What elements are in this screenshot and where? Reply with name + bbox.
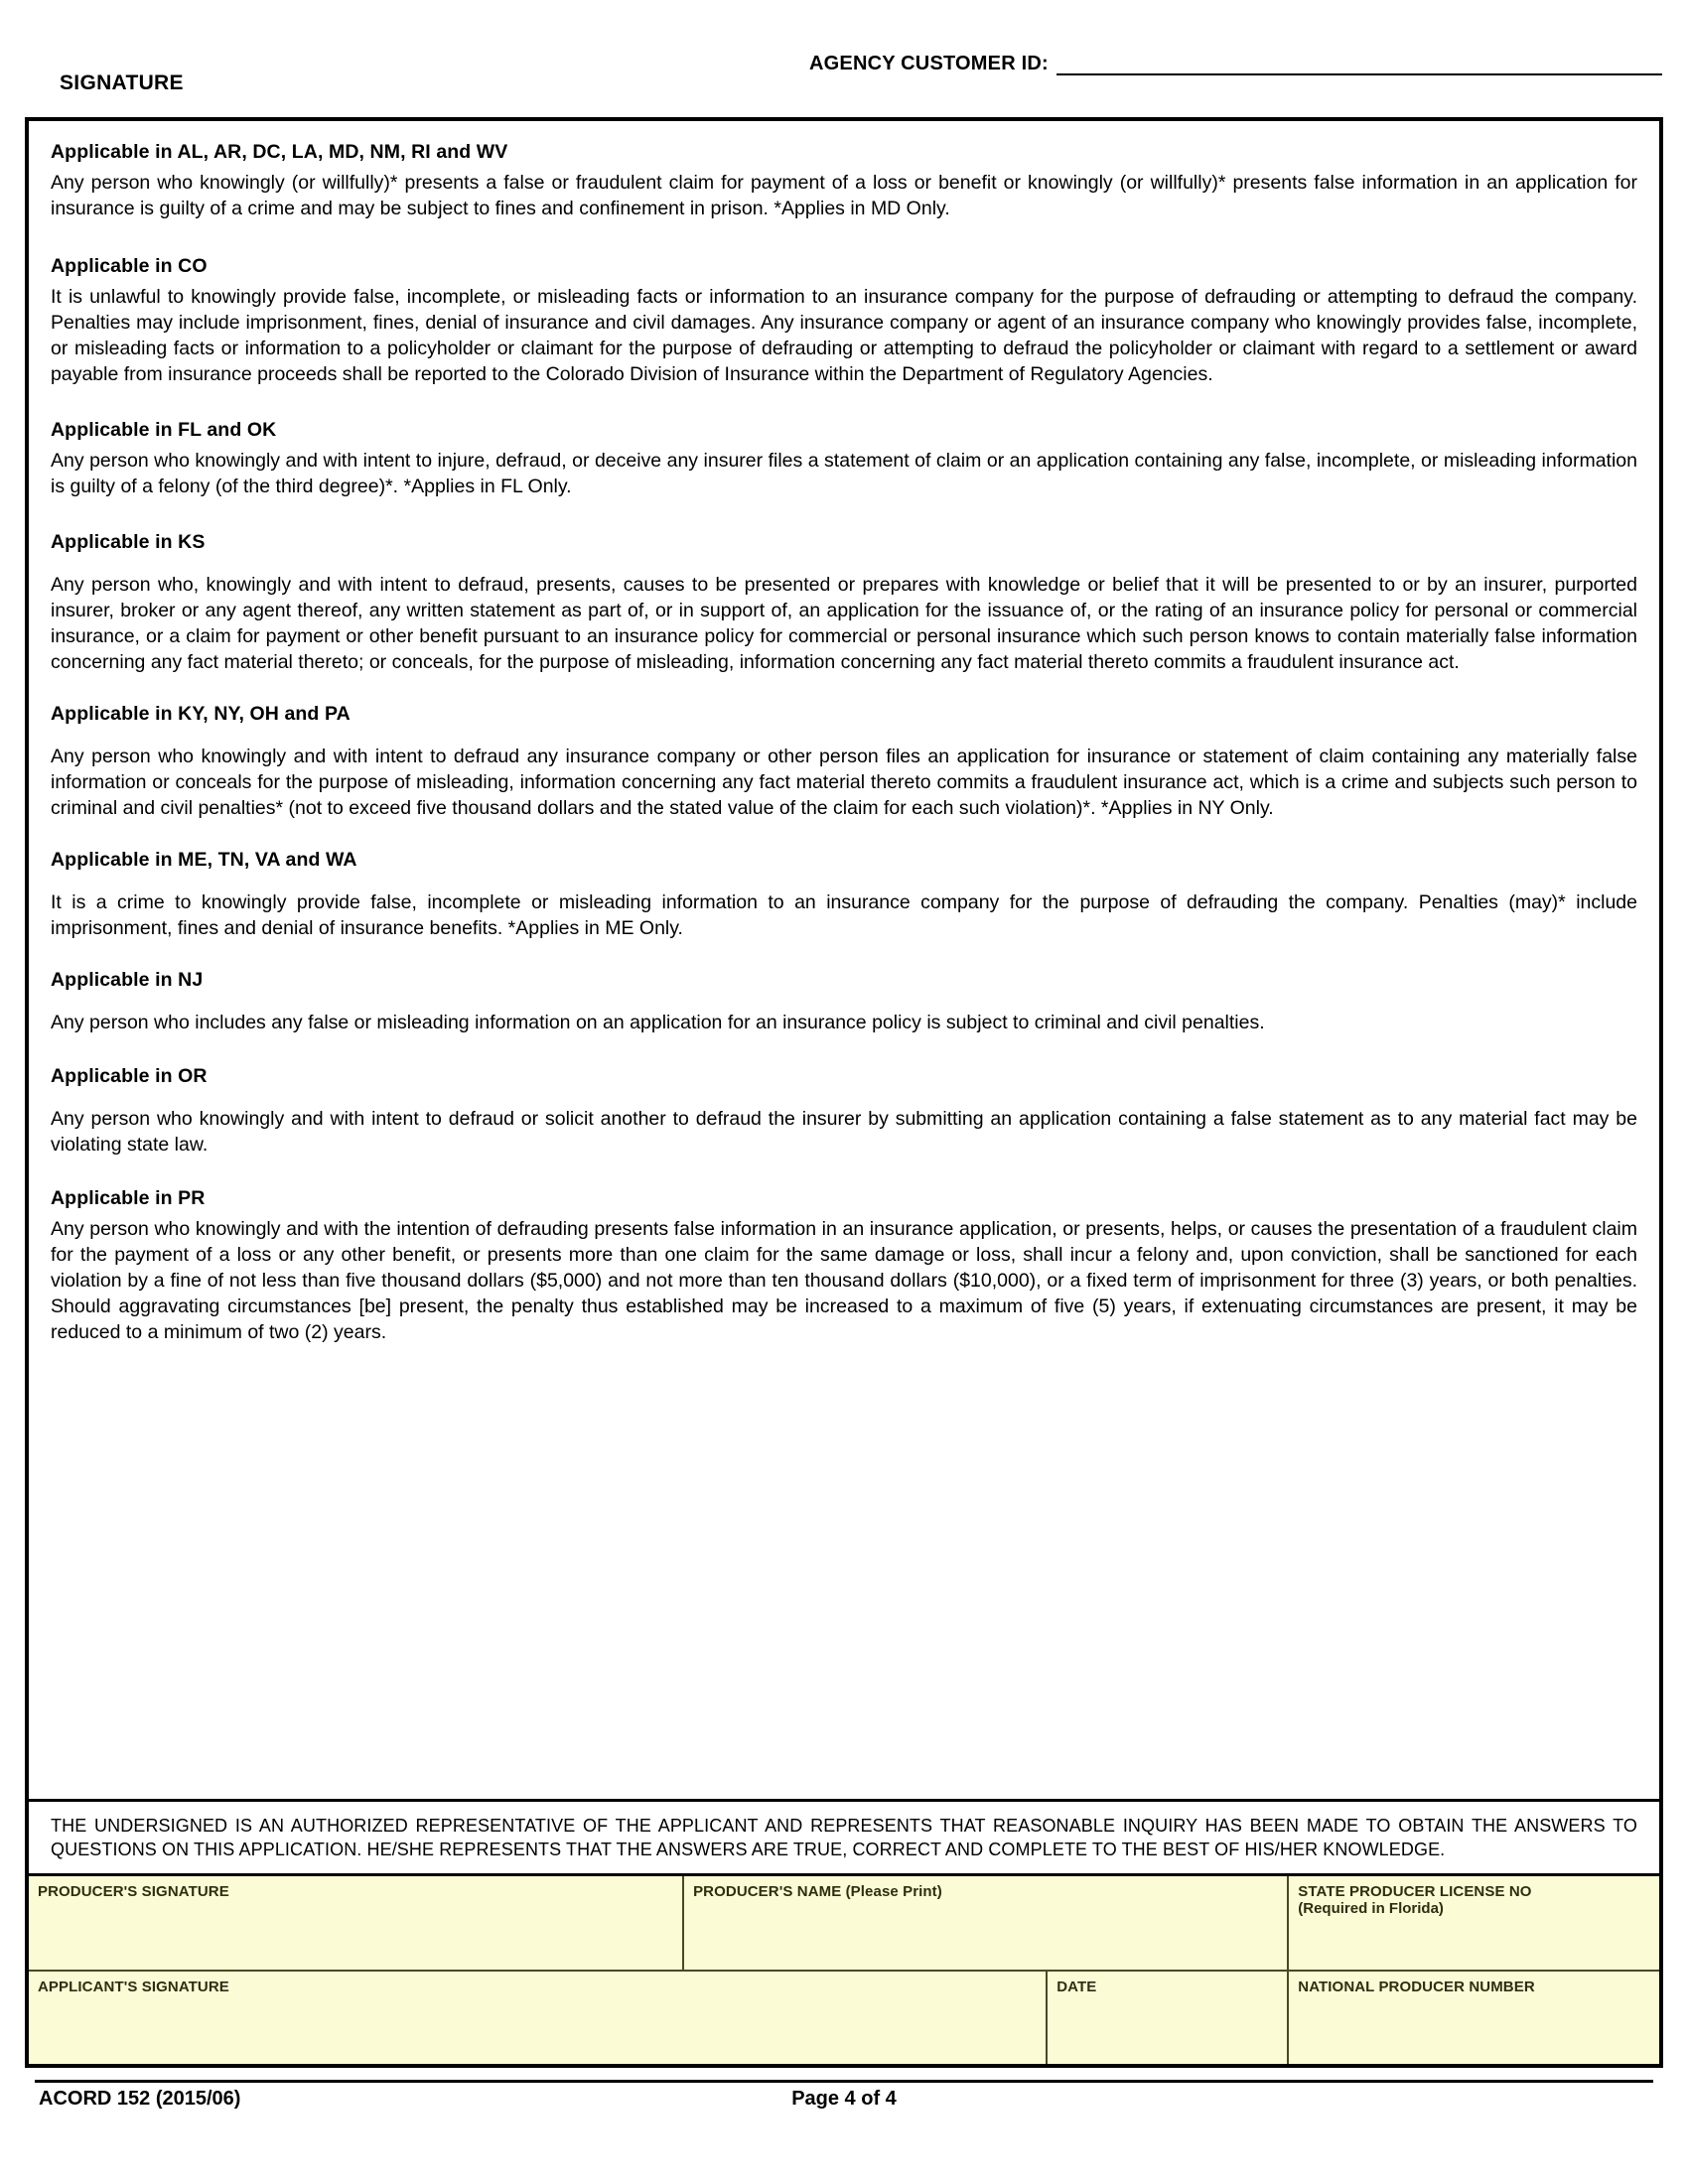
undersigned-statement [29, 1799, 1659, 1873]
national-producer-number-label: NATIONAL PRODUCER NUMBER [1298, 1979, 1535, 1995]
state-producer-license-label: STATE PRODUCER LICENSE NO [1298, 1883, 1532, 1900]
fraud-section-title: Applicable in KS [51, 531, 206, 553]
page-number: Page 4 of 4 [791, 2088, 897, 2110]
fraud-section-body: Any person who knowingly and with intent to injure, defraud, or deceive any insurer files a statement of claim or an application containing any false, incomplete, or misleading information is guilty of a felony (of the third degree)*. *Applies in FL Only. [51, 450, 1637, 497]
fraud-section-title: Applicable in FL and OK [51, 419, 277, 441]
signature-row-producer [29, 1876, 1659, 1972]
fraud-section-title: Applicable in ME, TN, VA and WA [51, 849, 357, 871]
fraud-section-title: Applicable in KY, NY, OH and PA [51, 703, 351, 725]
state-producer-license-field[interactable] [1289, 1876, 1659, 1970]
fraud-section-title: Applicable in NJ [51, 969, 204, 991]
signature-block [29, 1873, 1659, 2064]
date-field[interactable] [1048, 1972, 1289, 2064]
producer-name-field[interactable] [684, 1876, 1289, 1970]
fraud-section-body: Any person who knowingly (or willfully)* presents a false or fraudulent claim for payment of a loss or benefit or knowingly (or willfully)* presents false information in an application for insurance is guilty of a crime and may be subject to fines and confinement in prison. *Applies in MD Only. [51, 172, 1637, 219]
page-footer [25, 2080, 1663, 2123]
agency-customer-id-input[interactable] [1056, 52, 1662, 75]
fraud-section-co [51, 255, 1637, 387]
fraud-section-body: Any person who, knowingly and with intent to defraud, presents, causes to be presented or prepares with knowledge or belief that it will be presented to or by an insurer, purported insurer, broker or any agent thereof, any written statement as part of, or in support of, an application for the issuance of, or the rating of an insurance policy for personal or commercial insurance, or a claim for payment or other benefit pursuant to an insurance policy for commercial or personal insurance which such person knows to contain materially false information concerning any fact material thereto; or conceals, for the purpose of misleading, information concerning any fact material thereto commits a fraudulent insurance act. [51, 574, 1637, 673]
fraud-section-body: Any person who knowingly and with intent to defraud or solicit another to defraud the insurer by submitting an application containing a false statement as to any material fact may be violating state law. [51, 1108, 1637, 1156]
fraud-section-fl [51, 419, 1637, 499]
section-title-signature: SIGNATURE [60, 71, 184, 94]
producer-signature-field[interactable] [29, 1876, 684, 1970]
fraud-section-ky [51, 703, 1637, 821]
fraud-section-nj [51, 969, 1637, 1035]
producer-signature-label: PRODUCER'S SIGNATURE [38, 1883, 229, 1900]
fraud-section-body: Any person who includes any false or misleading information on an application for an insurance policy is subject to criminal and civil penalties. [51, 1012, 1265, 1033]
undersigned-statement-text: THE UNDERSIGNED IS AN AUTHORIZED REPRESENTATIVE OF THE APPLICANT AND REPRESENTS THAT REASONABLE INQUIRY HAS BEEN MADE TO OBTAIN THE ANSWERS TO QUESTIONS ON THIS APPLICATION. HE/SHE REPRESENTS THAT THE ANSWERS ARE TRUE, CORRECT AND COMPLETE TO THE BEST OF HIS/HER KNOWLEDGE. [51, 1816, 1637, 1859]
fraud-section-pr [51, 1187, 1637, 1345]
agency-customer-id-group [809, 52, 1662, 75]
national-producer-number-field[interactable] [1289, 1972, 1659, 2064]
fraud-notice-sections [29, 121, 1659, 1345]
fraud-section-body: It is unlawful to knowingly provide false, incomplete, or misleading facts or information to an insurance company for the purpose of defrauding or attempting to defraud the company. Penalties may include imprisonment, fines, denial of insurance and civil damages. Any insurance company or agent of an insurance company who knowingly provides false, incomplete, or misleading facts or information to a policyholder or claimant for the purpose of defrauding or attempting to defraud the policyholder or claimant with regard to a settlement or award payable from insurance proceeds shall be reported to the Colorado Division of Insurance within the Department of Regulatory Agencies. [51, 286, 1637, 385]
fraud-section-ks [51, 531, 1637, 675]
producer-name-label: PRODUCER'S NAME (Please Print) [693, 1883, 942, 1900]
date-label: DATE [1056, 1979, 1097, 1995]
fraud-notice-box [25, 117, 1663, 2068]
fraud-section-al [51, 141, 1637, 221]
fraud-section-body: It is a crime to knowingly provide false, incomplete or misleading information to an insurance company for the purpose of defrauding the company. Penalties (may)* include imprisonment, fines and denial of insurance benefits. *Applies in ME Only. [51, 891, 1637, 939]
fraud-section-me [51, 849, 1637, 941]
fraud-section-title: Applicable in CO [51, 255, 208, 277]
signature-row-applicant [29, 1972, 1659, 2064]
footer-divider [35, 2080, 1653, 2083]
page-header [25, 0, 1663, 94]
fraud-section-body: Any person who knowingly and with intent to defraud any insurance company or other person files an application for insurance or statement of claim containing any materially false information or conceals for the purpose of misleading, information concerning any fact material thereto commits a fraudulent insurance act, which is a crime and subjects such person to criminal and civil penalties* (not to exceed five thousand dollars and the stated value of the claim for each such violation)*. *Applies in NY Only. [51, 746, 1637, 819]
fraud-section-body: Any person who knowingly and with the intention of defrauding presents false information in an insurance application, or presents, helps, or causes the presentation of a fraudulent claim for the payment of a loss or any other benefit, or presents more than one claim for the same damage or loss, shall incur a felony and, upon conviction, shall be sanctioned for each violation by a fine of not less than five thousand dollars ($5,000) and not more than ten thousand dollars ($10,000), or a fixed term of imprisonment for three (3) years, or both penalties. Should aggravating circumstances [be] present, the penalty thus established may be increased to a maximum of five (5) years, if extenuating circumstances are present, it may be reduced to a minimum of two (2) years. [51, 1218, 1637, 1343]
form-id: ACORD 152 (2015/06) [39, 2088, 241, 2110]
fraud-section-or [51, 1065, 1637, 1158]
applicant-signature-field[interactable] [29, 1972, 1048, 2064]
fraud-section-title: Applicable in OR [51, 1065, 208, 1087]
agency-customer-id-label: AGENCY CUSTOMER ID: [809, 53, 1049, 74]
fraud-section-title: Applicable in AL, AR, DC, LA, MD, NM, RI and WV [51, 141, 508, 163]
fraud-section-title: Applicable in PR [51, 1187, 206, 1209]
state-producer-license-sublabel: (Required in Florida) [1298, 1900, 1444, 1917]
applicant-signature-label: APPLICANT'S SIGNATURE [38, 1979, 229, 1995]
